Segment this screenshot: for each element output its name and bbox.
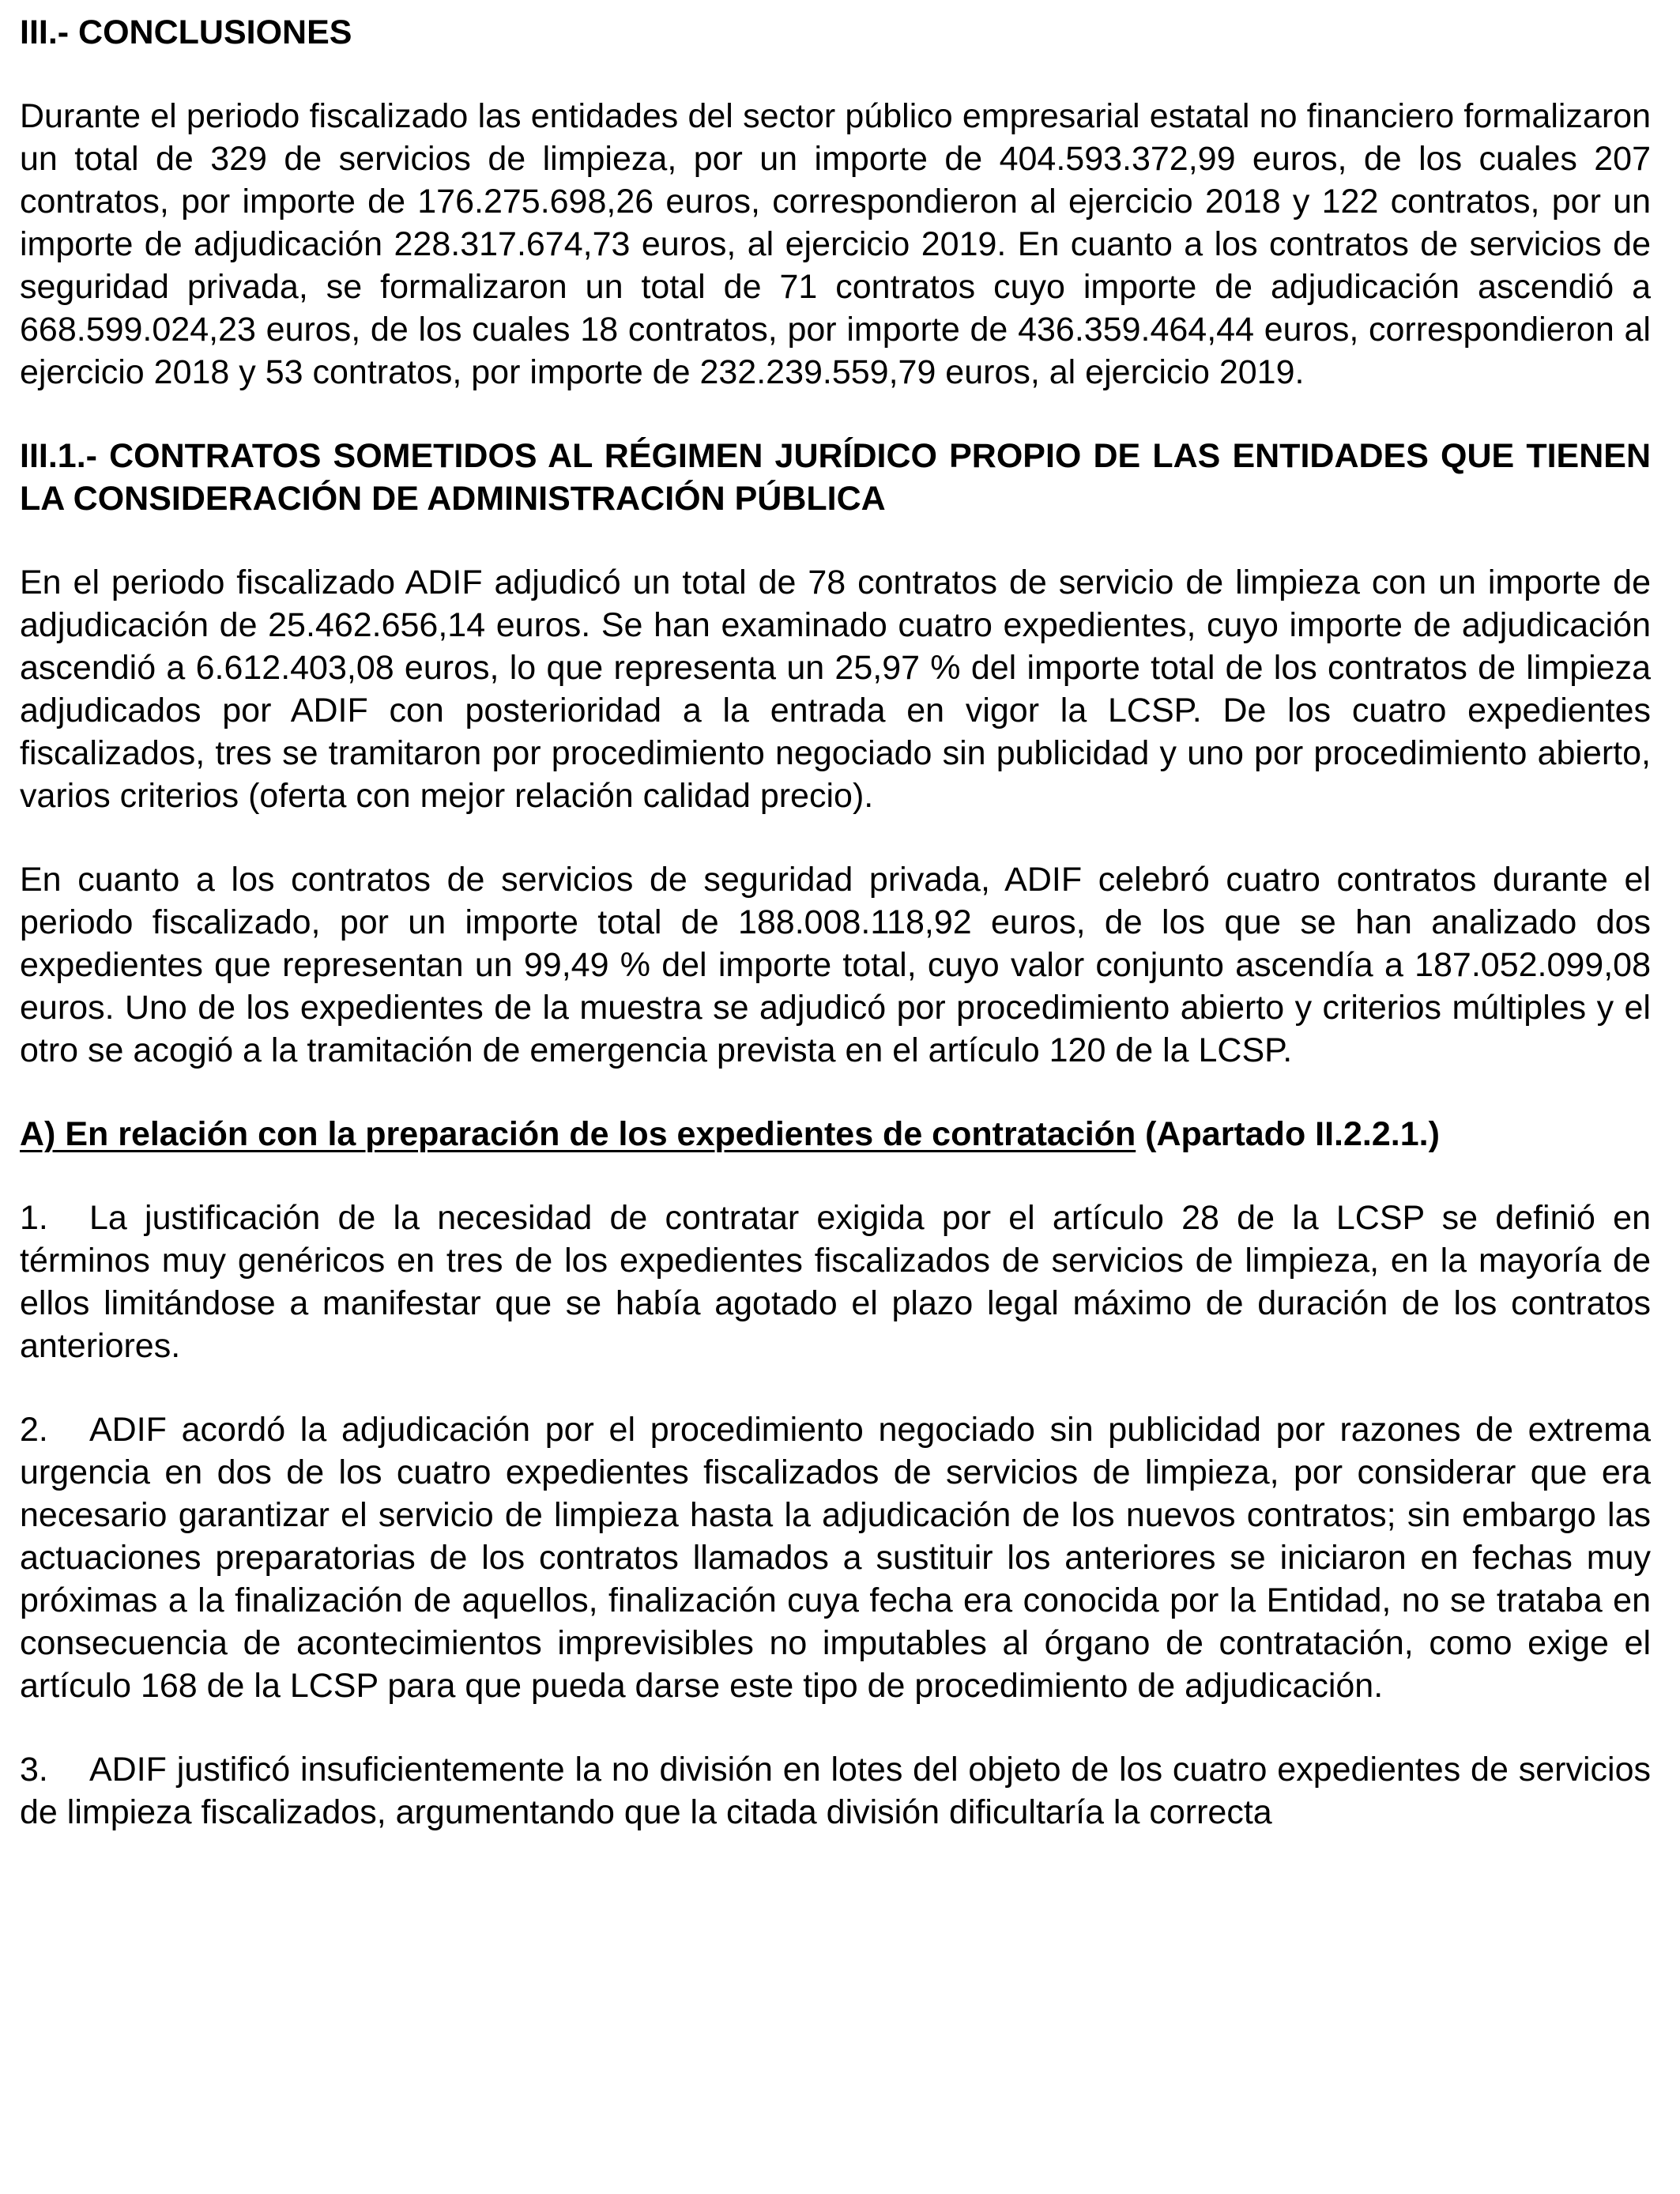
item-number: 3. bbox=[20, 1751, 48, 1789]
section-title: III.- CONCLUSIONES bbox=[20, 13, 352, 51]
heading-a-reference: (Apartado II.2.2.1.) bbox=[1136, 1115, 1440, 1153]
heading-a-title: A) En relación con la preparación de los expedientes de contratación bbox=[20, 1115, 1136, 1153]
spacer bbox=[20, 1707, 1651, 1748]
numbered-item-2 bbox=[20, 1408, 1651, 1707]
intro-paragraph: Durante el periodo fiscalizado las entidades del sector público empresarial estatal no financiero formalizaron un total de 329 de servicios de limpieza, por un importe de 404.593.372,99 euros, de los cuales 207 contratos, por importe de 176.275.698,26 euros, correspondieron al ejercicio 2018 y 122 contratos, por un importe de adjudicación 228.317.674,73 euros, al ejercicio 2019. En cuanto a los contratos de servicios de seguridad privada, se formalizaron un total de 71 contratos cuyo importe de adjudicación ascendió a 668.599.024,23 euros, de los cuales 18 contratos, por importe de 436.359.464,44 euros, correspondieron al ejercicio 2018 y 53 contratos, por importe de 232.239.559,79 euros, al ejercicio 2019. bbox=[20, 97, 1651, 391]
item-number: 2. bbox=[20, 1411, 48, 1449]
heading-a bbox=[20, 1113, 1651, 1155]
numbered-item-3 bbox=[20, 1748, 1651, 1834]
item-text: La justificación de la necesidad de contratar exigida por el artículo 28 de la LCSP se definió en términos muy genéricos en tres de los expedientes fiscalizados de servicios de limpieza, en la mayoría de ellos limitándose a manifestar que se había agotado el plazo legal máximo de duración de los contratos anteriores. bbox=[20, 1199, 1651, 1365]
spacer bbox=[20, 1155, 1651, 1197]
spacer bbox=[20, 394, 1651, 435]
numbered-item-1 bbox=[20, 1197, 1651, 1367]
spacer bbox=[20, 1367, 1651, 1408]
spacer bbox=[20, 817, 1651, 858]
spacer bbox=[20, 1072, 1651, 1113]
item-text: ADIF justificó insuficientemente la no división en lotes del objeto de los cuatro expedientes de servicios de limpieza fiscalizados, argumentando que la citada división dificultaría la correcta bbox=[20, 1751, 1651, 1831]
subsection-title: III.1.- CONTRATOS SOMETIDOS AL RÉGIMEN JURÍDICO PROPIO DE LAS ENTIDADES QUE TIENEN LA CONSIDERACIÓN DE ADMINISTRACIÓN PÚBLICA bbox=[20, 437, 1651, 518]
spacer bbox=[20, 54, 1651, 95]
spacer bbox=[20, 520, 1651, 561]
paragraph-adif-cleaning: En el periodo fiscalizado ADIF adjudicó un total de 78 contratos de servicio de limpieza con un importe de adjudicación de 25.462.656,14 euros. Se han examinado cuatro expedientes, cuyo importe de adjudicación ascendió a 6.612.403,08 euros, lo que representa un 25,97 % del importe total de los contratos de limpieza adjudicados por ADIF con posterioridad a la entrada en vigor la LCSP. De los cuatro expedientes fiscalizados, tres se tramitaron por procedimiento negociado sin publicidad y uno por procedimiento abierto, varios criterios (oferta con mejor relación calidad precio). bbox=[20, 564, 1651, 815]
item-text: ADIF acordó la adjudicación por el procedimiento negociado sin publicidad por razones de extrema urgencia en dos de los cuatro expedientes fiscalizados de servicios de limpieza, por considerar que era necesario garantizar el servicio de limpieza hasta la adjudicación de los nuevos contratos; sin embargo las actuaciones preparatorias de los contratos llamados a sustituir los anteriores se iniciaron en fechas muy próximas a la finalización de aquellos, finalización cuya fecha era conocida por la Entidad, no se trataba en consecuencia de acontecimientos imprevisibles no imputables al órgano de contratación, como exige el artículo 168 de la LCSP para que pueda darse este tipo de procedimiento de adjudicación. bbox=[20, 1411, 1651, 1705]
paragraph-adif-security: En cuanto a los contratos de servicios de seguridad privada, ADIF celebró cuatro contratos durante el periodo fiscalizado, por un importe total de 188.008.118,92 euros, de los que se han analizado dos expedientes que representan un 99,49 % del importe total, cuyo valor conjunto ascendía a 187.052.099,08 euros. Uno de los expedientes de la muestra se adjudicó por procedimiento abierto y criterios múltiples y el otro se acogió a la tramitación de emergencia prevista en el artículo 120 de la LCSP. bbox=[20, 861, 1651, 1069]
document-page bbox=[20, 11, 1651, 1834]
item-number: 1. bbox=[20, 1199, 48, 1237]
